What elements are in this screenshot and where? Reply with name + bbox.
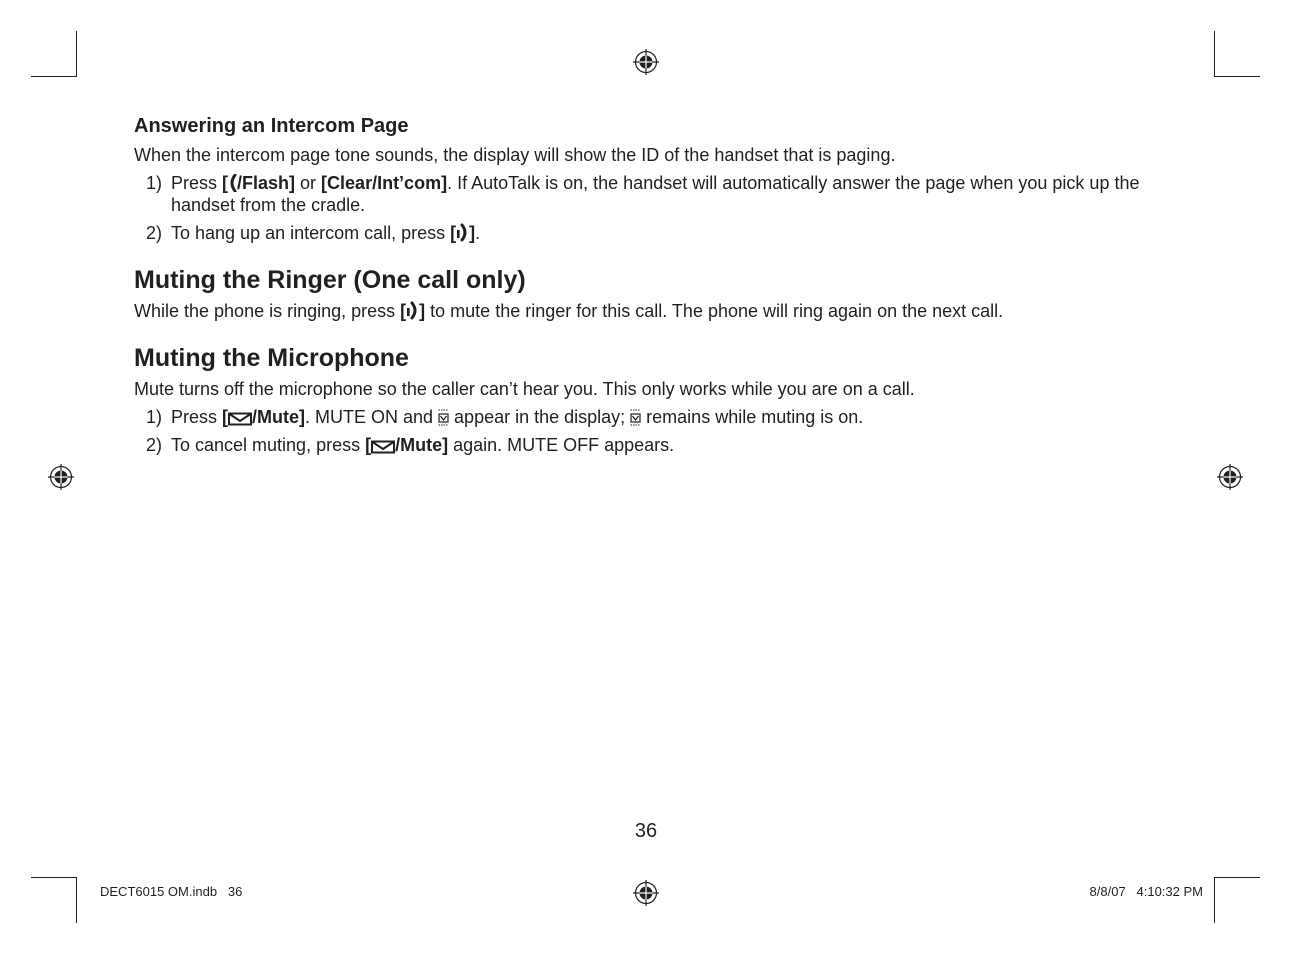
key-label-clear-intcom: [Clear/Int’com] [321, 173, 448, 193]
step-text: . If AutoTalk is on, the handset will automatically answer the page when you pick up the handset from the cradle. [171, 173, 1140, 215]
section-body [134, 300, 1144, 322]
talk-flash-icon [228, 174, 237, 192]
footer-file-slug: DECT6015 OM.indb 36 [100, 884, 243, 899]
mute-envelope-icon [228, 412, 252, 426]
step-text: appear in the display; [449, 407, 631, 427]
end-call-icon [406, 301, 419, 320]
key-bracket: [ [222, 407, 229, 427]
crop-mark [76, 31, 77, 77]
section-heading-muting-ringer: Muting the Ringer (One call only) [134, 266, 526, 294]
step-text: . MUTE ON and [305, 407, 439, 427]
key-bracket: [ [365, 435, 372, 455]
step-number: 2) [146, 435, 163, 455]
crop-mark [1214, 76, 1260, 77]
mute-envelope-icon [371, 440, 395, 454]
key-bracket: [ [450, 223, 457, 243]
registration-mark-icon [632, 48, 660, 76]
mute-display-icon [438, 409, 449, 426]
section-intro: Mute turns off the microphone so the caller can’t hear you. This only works while you are on a call. [134, 379, 915, 399]
registration-mark-icon [632, 879, 660, 907]
crop-mark [1214, 877, 1215, 923]
step-text: remains while muting is on. [641, 407, 864, 427]
section-heading-answering: Answering an Intercom Page [134, 115, 409, 137]
step-text: To hang up an intercom call, press [171, 223, 451, 243]
step-text: Press [171, 407, 223, 427]
key-bracket: [ [222, 173, 229, 193]
page-number: 36 [634, 820, 658, 842]
section-intro: When the intercom page tone sounds, the display will show the ID of the handset that is paging. [134, 145, 896, 165]
step-text: . [475, 223, 481, 243]
step-item [134, 222, 1144, 244]
crop-mark [31, 877, 77, 878]
step-item [134, 434, 1144, 456]
section-heading-muting-microphone: Muting the Microphone [134, 344, 409, 372]
registration-mark-icon [1216, 463, 1244, 491]
end-call-icon [456, 223, 469, 242]
key-bracket: ] [469, 223, 476, 243]
key-label-flash: /Flash] [237, 173, 296, 193]
step-text: again. MUTE OFF appears. [448, 435, 675, 455]
step-number: 1) [146, 407, 163, 427]
key-bracket: [ [400, 301, 407, 321]
step-item [134, 172, 1144, 216]
step-text: or [295, 173, 322, 193]
page-content [134, 112, 1144, 462]
step-item [134, 406, 1144, 428]
crop-mark [31, 76, 77, 77]
mute-display-icon [630, 409, 641, 426]
crop-mark [76, 877, 77, 923]
step-number: 1) [146, 173, 163, 193]
step-number: 2) [146, 223, 163, 243]
step-text: Press [171, 173, 223, 193]
footer-timestamp: 8/8/07 4:10:32 PM [1089, 884, 1203, 899]
step-text: To cancel muting, press [171, 435, 366, 455]
crop-mark [1214, 877, 1260, 878]
body-text: While the phone is ringing, press [134, 301, 401, 321]
key-bracket: ] [419, 301, 426, 321]
registration-mark-icon [47, 463, 75, 491]
body-text: to mute the ringer for this call. The phone will ring again on the next call. [425, 301, 1004, 321]
key-label-mute: /Mute] [252, 407, 306, 427]
crop-mark [1214, 31, 1215, 77]
key-label-mute: /Mute] [395, 435, 449, 455]
